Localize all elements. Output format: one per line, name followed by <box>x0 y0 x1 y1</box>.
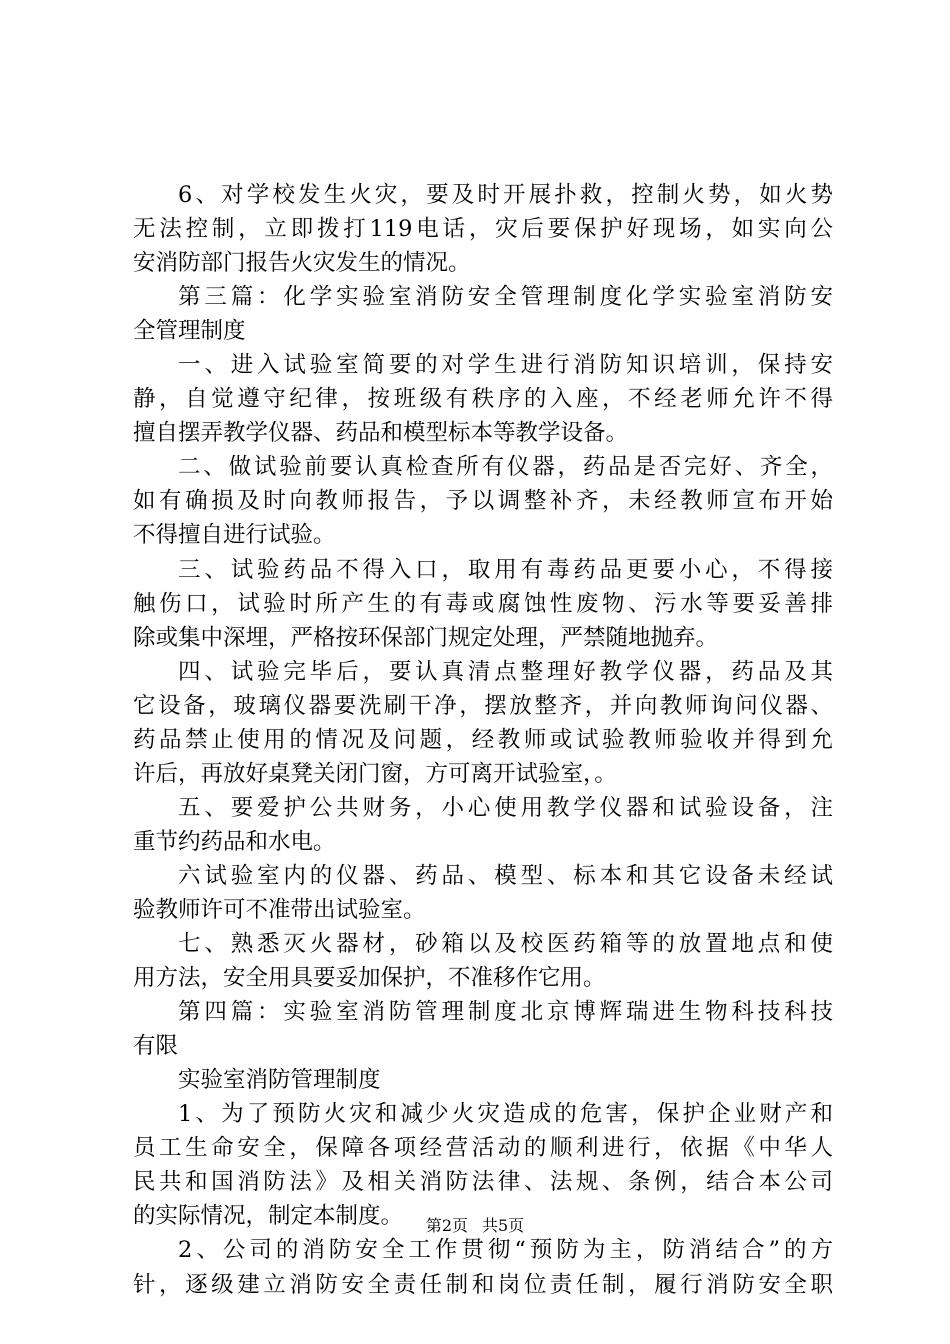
text-line: 针，逐级建立消防安全责任制和岗位责任制，履行消防安全职 <box>133 1271 833 1298</box>
text-line: 一、进入试验室简要的对学生进行消防知识培训，保持安 <box>178 352 833 379</box>
text-line: 安消防部门报告火灾发生的情况。 <box>133 250 471 277</box>
text-line: 6、对学校发生火灾，要及时开展扑救，控制火势，如火势 <box>178 182 833 208</box>
text-line: 六试验室内的仪器、药品、模型、标本和其它设备未经试 <box>178 862 833 889</box>
text-line: 用方法，安全用具要妥加保护，不准移作它用。 <box>133 965 606 992</box>
text-line: 第四篇：实验室消防管理制度北京博辉瑞进生物科技科技 <box>178 999 833 1026</box>
text-line: 五、要爱护公共财务，小心使用教学仪器和试验设备，注 <box>178 794 833 821</box>
text-line: 全管理制度 <box>133 318 246 345</box>
text-line: 第三篇：化学实验室消防安全管理制度化学实验室消防安 <box>178 284 833 311</box>
text-line: 除或集中深埋，严格按环保部门规定处理，严禁随地抛弃。 <box>133 624 719 651</box>
page-footer <box>0 1215 950 1237</box>
text-line: 三、试验药品不得入口，取用有毒药品更要小心，不得接 <box>178 556 833 583</box>
text-line: 的实际情况，制定本制度。 <box>133 1203 404 1230</box>
text-line: 药品禁止使用的情况及问题，经教师或试验教师验收并得到允 <box>133 726 833 753</box>
text-line: 擅自摆弄教学仪器、药品和模型标本等教学设备。 <box>133 420 629 447</box>
text-line: 触伤口，试验时所产生的有毒或腐蚀性废物、污水等要妥善排 <box>133 590 833 617</box>
text-line: 员工生命安全，保障各项经营活动的顺利进行，依据《中华人 <box>133 1135 833 1162</box>
text-line: 重节约药品和水电。 <box>133 828 336 855</box>
text-line: 1、为了预防火灾和减少火灾造成的危害，保护企业财产和 <box>178 1101 833 1128</box>
page-number: 第2页 <box>425 1216 468 1235</box>
text-line: 验教师许可不准带出试验室。 <box>133 896 426 923</box>
text-line: 2、公司的消防安全工作贯彻“预防为主，防消结合”的方 <box>178 1237 833 1264</box>
text-line: 四、试验完毕后，要认真清点整理好教学仪器，药品及其 <box>178 658 833 685</box>
text-line: 静，自觉遵守纪律，按班级有秩序的入座，不经老师允许不得 <box>133 386 833 413</box>
text-line: 不得擅自进行试验。 <box>133 522 336 549</box>
page-total: 共5页 <box>482 1216 525 1235</box>
text-line: 七、熟悉灭火器材，砂箱以及校医药箱等的放置地点和使 <box>178 931 833 958</box>
text-line: 许后，再放好桌凳关闭门窗，方可离开试验室，。 <box>133 760 617 787</box>
text-line: 无法控制，立即拨打119电话，灾后要保护好现场，如实向公 <box>133 216 833 243</box>
text-line: 二、做试验前要认真检查所有仪器，药品是否完好、齐全， <box>178 454 833 481</box>
text-line: 有限 <box>133 1033 179 1060</box>
text-line: 民共和国消防法》及相关消防法律、法规、条例，结合本公司 <box>133 1169 833 1196</box>
text-line: 它设备，玻璃仪器要洗刷干净，摆放整齐，并向教师询问仪器、 <box>133 692 833 719</box>
text-line: 如有确损及时向教师报告，予以调整补齐，未经教师宣布开始 <box>133 488 833 515</box>
text-line: 实验室消防管理制度 <box>178 1067 381 1094</box>
document-body <box>133 178 833 1302</box>
